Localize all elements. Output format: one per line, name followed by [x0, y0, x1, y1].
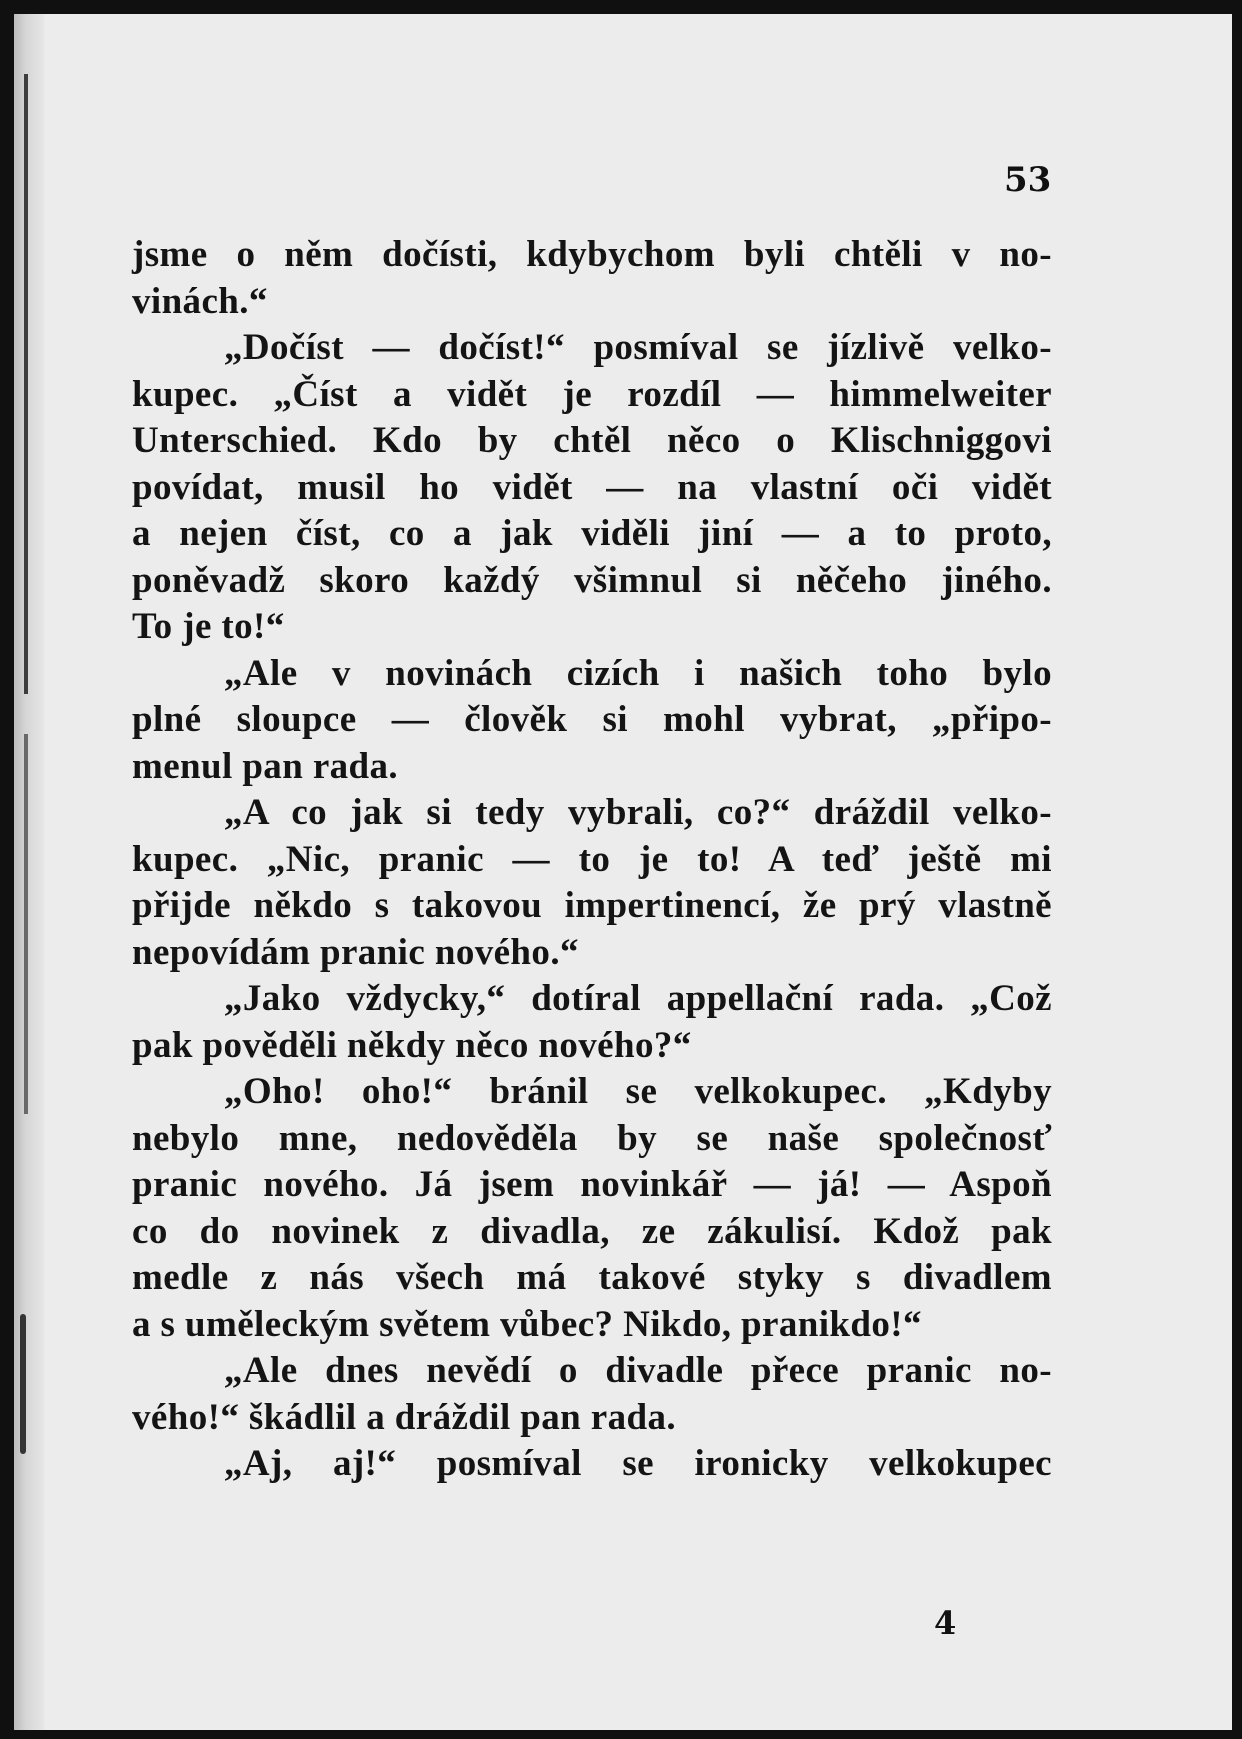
text-line: poněvadž skoro každý všimnul si něčeho jiného. — [132, 559, 1052, 601]
text-line: „Aj, aj!“ posmíval se ironicky velkokupec — [224, 1443, 1052, 1484]
text-line: kupec. „Nic, pranic — to je to! A teď ještě mi — [132, 838, 1052, 880]
text-line: co do novinek z divadla, ze zákulisí. Kdož pak — [132, 1210, 1052, 1252]
text-line: Unterschied. Kdo by chtěl něco o Klischniggovi — [132, 420, 1052, 461]
text-line: nepovídám pranic nového.“ — [132, 931, 579, 973]
body-text — [132, 232, 1052, 1488]
binding-shadow — [24, 74, 28, 694]
text-line: vého!“ škádlil a dráždil pan rada. — [132, 1396, 677, 1438]
text-line: pranic nového. Já jsem novinkář — já! — Aspoň — [132, 1164, 1052, 1205]
text-line: přijde někdo s takovou impertinencí, že prý vlastně — [132, 885, 1052, 926]
text-line: „Ale v novinách cizích i našich toho bylo — [224, 652, 1052, 694]
page-binding-edge — [14, 14, 44, 1730]
text-line: medle z nás všech má takové styky s divadlem — [132, 1257, 1052, 1298]
binding-shadow — [24, 734, 28, 1114]
text-line: pak pověděli někdy něco nového?“ — [132, 1024, 692, 1066]
text-line: „Jako vždycky,“ dotíral appellační rada. „Což — [224, 978, 1052, 1019]
text-line: To je to!“ — [132, 606, 285, 647]
text-line: „Oho! oho!“ bránil se velkokupec. „Kdyby — [224, 1071, 1052, 1112]
text-line: vinách.“ — [132, 280, 268, 322]
text-line: „A co jak si tedy vybrali, co?“ dráždil velko- — [224, 792, 1052, 833]
text-line: kupec. „Číst a vidět je rozdíl — himmelweiter — [132, 373, 1052, 415]
text-line: povídat, musil ho vidět — na vlastní oči vidět — [132, 466, 1052, 508]
page-number: 53 — [1004, 160, 1052, 200]
text-line: plné sloupce — člověk si mohl vybrat, „připo- — [132, 699, 1052, 740]
signature-mark: 4 — [934, 1604, 957, 1642]
book-page — [14, 14, 1232, 1730]
binding-shadow — [20, 1314, 26, 1454]
text-line: nebylo mne, nedověděla by se naše společnosť — [132, 1117, 1052, 1159]
text-line: a nejen číst, co a jak viděli jiní — a to proto, — [132, 513, 1052, 554]
text-line: a s uměleckým světem vůbec? Nikdo, pranikdo!“ — [132, 1303, 922, 1345]
text-line: jsme o něm dočísti, kdybychom byli chtěli v no- — [132, 234, 1052, 275]
text-line: „Dočíst — dočíst!“ posmíval se jízlivě velko- — [224, 327, 1052, 368]
text-line: menul pan rada. — [132, 745, 399, 787]
text-line: „Ale dnes nevědí o divadle přece pranic no- — [224, 1350, 1052, 1391]
